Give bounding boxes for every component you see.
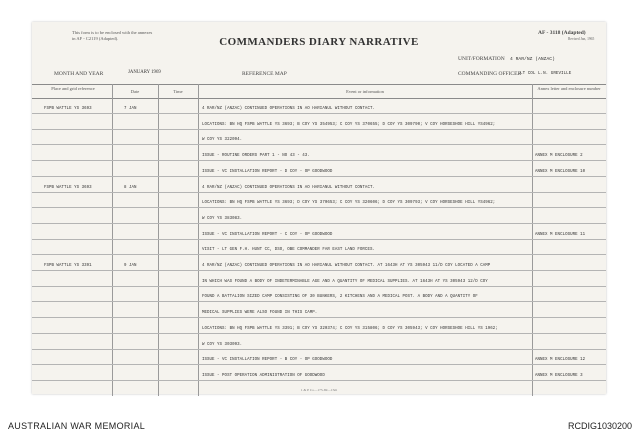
row-event: W COY YS 303093. xyxy=(202,342,243,347)
month-year-label: MONTH AND YEAR xyxy=(54,71,104,77)
row-rule xyxy=(32,239,606,240)
row-rule xyxy=(32,176,606,177)
row-date: 8 JAN xyxy=(124,185,137,190)
printer-footer: 1 & P Co—175-69—15m xyxy=(300,388,338,392)
row-rule xyxy=(32,317,606,318)
row-place: FSPB WATTLE YS 3693 xyxy=(44,107,92,111)
row-event: W COY YS 322094. xyxy=(202,138,243,143)
row-annex: ANNEX M ENCLOSURE 12 xyxy=(535,358,586,363)
row-rule xyxy=(32,301,606,302)
row-rule xyxy=(32,129,606,130)
unit-label: UNIT/FORMATION xyxy=(458,56,505,62)
row-rule xyxy=(32,286,606,287)
reference-map-label: REFERENCE MAP xyxy=(242,71,287,77)
row-event: 4 RAR/NZ (ANZAC) CONTINUED OPERATIONS IN AO HARIANUL WITHOUT CONTACT. xyxy=(202,107,375,111)
diary-sheet xyxy=(32,22,606,394)
row-event: LOCATIONS: BN HQ FSPB WATTLE YS 3693; B COY YS 354953; C COY YS 370655; D COY YS 309790; V COY HORSESHOE HILL YS4962; xyxy=(202,122,496,127)
row-event: LOCATIONS: BN HQ FSPB WATTLE YS 3693; D COY YS 370653; C COY YS 320606; D COY YS 309793; V COY HORSESHOE HILL YS4962; xyxy=(202,201,496,206)
row-event: 4 RAR/NZ (ANZAC) CONTINUED OPERATIONS IN AO HARIANUL WITHOUT CONTACT. AT 1643H AT YS 305943 11/D COY LOCATED A CAMP xyxy=(202,264,491,268)
table-header-rule xyxy=(32,98,606,99)
archive-id: RCDIG1030200 xyxy=(567,421,632,431)
row-event: 4 RAR/NZ (ANZAC) CONTINUED OPERATIONS IN AO HARIANUL WITHOUT CONTACT. xyxy=(202,185,375,190)
commanding-officer-value: LT COL L.N. GREVILLE xyxy=(520,72,572,76)
row-rule xyxy=(32,380,606,381)
month-year-value: JANUARY 1969 xyxy=(128,70,161,75)
row-rule xyxy=(32,160,606,161)
row-rule xyxy=(32,144,606,145)
row-rule xyxy=(32,364,606,365)
revised-date: Revised Jan, 1965 xyxy=(568,37,595,41)
unit-value: 4 RAR/NZ (ANZAC) xyxy=(510,57,555,62)
row-event: FOUND A BATTALION SIZED CAMP CONSISTING OF 30 BUNKERS, 2 KITCHENS AND A MEDICAL POST. A BODY AND A QUANTITY OF xyxy=(202,295,478,300)
form-title: COMMANDERS DIARY NARRATIVE xyxy=(219,36,419,48)
row-event: ISSUE - VC INSTALLATION REPORT - C COY - OP GOODWOOD xyxy=(202,232,333,237)
row-event: IN WHICH WAS FOUND A BODY OF INDETERMINABLE AGE AND A QUANTITY OF MEDICAL SUPPLIES. AT 1643H AT YS 305943 12/D COY xyxy=(202,279,488,284)
form-number: AF - 3118 (Adapted) xyxy=(538,30,586,36)
row-event: W COY YS 383083. xyxy=(202,216,243,221)
row-event: MEDICAL SUPPLIES WERE ALSO FOUND IN THIS CAMP. xyxy=(202,311,318,316)
row-date: 7 JAN xyxy=(124,107,137,111)
row-annex: ANNEX M ENCLOSURE 3 xyxy=(535,373,583,378)
row-event: ISSUE - ROUTINE ORDERS PART 1 - NO 43 - 43. xyxy=(202,154,310,159)
row-rule xyxy=(32,270,606,271)
col-header-place: Place and grid reference xyxy=(51,86,95,91)
col-header-annex: Annex letter and enclosure number xyxy=(537,86,601,91)
row-rule xyxy=(32,223,606,224)
row-place: FSPB WATTLE YS 3391 xyxy=(44,264,92,268)
row-rule xyxy=(32,349,606,350)
table-top-rule xyxy=(32,84,606,85)
commanding-officer-label: COMMANDING OFFICER xyxy=(458,71,522,77)
row-rule xyxy=(32,113,606,114)
row-date: 9 JAN xyxy=(124,264,137,268)
col-header-event: Event or information xyxy=(346,89,384,94)
row-event: ISSUE - VC INSTALLATION REPORT - B COY - OP GOODWOOD xyxy=(202,358,333,363)
row-event: ISSUE - POST OPERATION ADMINISTRATION OF GOODWOOD xyxy=(202,373,325,378)
row-annex: ANNEX M ENCLOSURE 11 xyxy=(535,232,586,237)
row-rule xyxy=(32,254,606,255)
row-event: LOCATIONS: BN HQ FSPB WATTLE YS 3391; B COY YS 320374; C COY YS 315806; D COY YS 305943; V COY HORSESHOE HILL YS 1962; xyxy=(202,326,498,331)
row-rule xyxy=(32,192,606,193)
row-event: VISIT - LT GEN F.H. HUNT CC, DSO, OBE COMMANDER FAR EAST LAND FORCES. xyxy=(202,248,375,253)
row-event: ISSUE - VC INSTALLATION REPORT - D COY - OP GOODWOOD xyxy=(202,169,333,174)
row-annex: ANNEX M ENCLOSURE 2 xyxy=(535,154,583,159)
row-rule xyxy=(32,333,606,334)
form-note: This form is to be enclosed with the annexes in AF - C2119 (Adapted). xyxy=(72,30,153,41)
row-rule xyxy=(32,207,606,208)
col-header-time: Time xyxy=(173,89,183,94)
row-annex: ANNEX M ENCLOSURE 10 xyxy=(535,169,586,174)
col-header-date: Date xyxy=(130,89,140,94)
archive-caption: AUSTRALIAN WAR MEMORIAL xyxy=(8,421,146,431)
row-place: FSPB WATTLE YS 3693 xyxy=(44,185,92,190)
